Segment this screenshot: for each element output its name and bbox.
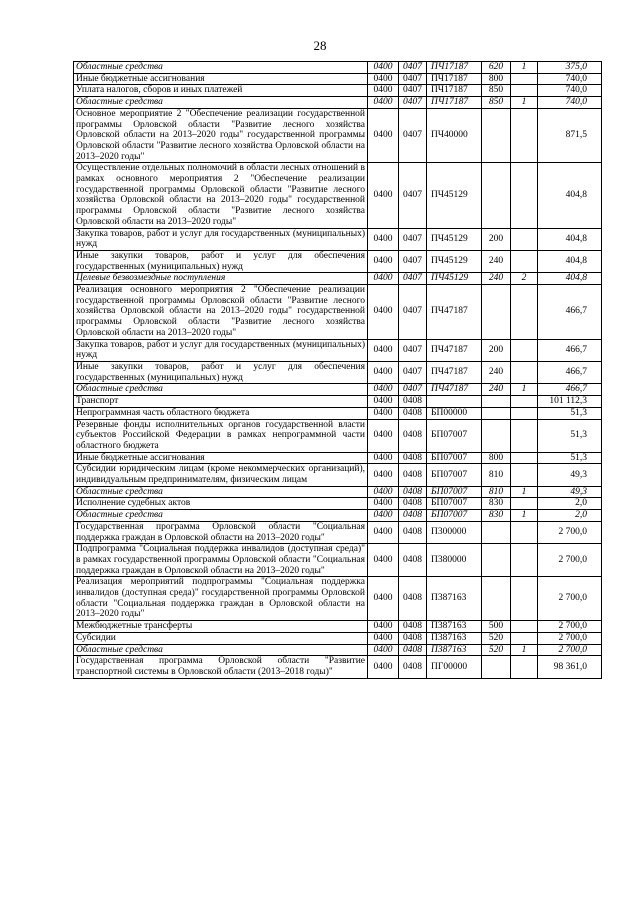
row-name: Иные бюджетные ассигнования <box>74 73 368 85</box>
row-target-code: БП07007 <box>427 486 482 498</box>
row-expense-type: 500 <box>482 621 511 633</box>
row-name: Областные средства <box>74 62 368 74</box>
row-funding-source <box>511 396 538 408</box>
row-section-code: 0400 <box>368 62 399 74</box>
row-target-code: БП07007 <box>427 419 482 452</box>
table-row <box>74 644 602 656</box>
row-amount: 2 700,0 <box>538 644 602 656</box>
row-amount: 2 700,0 <box>538 577 602 621</box>
row-expense-type <box>482 407 511 419</box>
row-name: Транспорт <box>74 396 368 408</box>
row-subsection-code: 0408 <box>399 577 427 621</box>
row-target-code <box>427 396 482 408</box>
row-funding-source <box>511 85 538 97</box>
row-amount: 2,0 <box>538 510 602 522</box>
row-funding-source <box>511 339 538 361</box>
row-funding-source <box>511 656 538 678</box>
row-target-code: П380000 <box>427 544 482 577</box>
row-subsection-code: 0407 <box>399 163 427 228</box>
row-amount: 51,3 <box>538 407 602 419</box>
row-target-code: ПЧ40000 <box>427 108 482 163</box>
row-funding-source <box>511 544 538 577</box>
row-target-code: ПЧ47187 <box>427 384 482 396</box>
row-funding-source <box>511 419 538 452</box>
row-name: Основное мероприятие 2 "Обеспечение реализации государственной программы Орловской области "Развитие лесного хозяйства Орловской области на 2013–2020 годы" государственной программы Орловской области "Развитие лесного хозяйства Орловской области на 2013–2020 годы" <box>74 108 368 163</box>
row-target-code: ПЧ17187 <box>427 73 482 85</box>
row-expense-type <box>482 108 511 163</box>
row-name: Областные средства <box>74 486 368 498</box>
row-subsection-code: 0408 <box>399 419 427 452</box>
row-subsection-code: 0407 <box>399 73 427 85</box>
row-name: Закупка товаров, работ и услуг для государственных (муниципальных) нужд <box>74 339 368 361</box>
row-amount: 49,3 <box>538 486 602 498</box>
row-funding-source <box>511 361 538 383</box>
row-expense-type: 810 <box>482 486 511 498</box>
row-section-code: 0400 <box>368 632 399 644</box>
row-target-code: БП07007 <box>427 498 482 510</box>
row-name: Непрограммная часть областного бюджета <box>74 407 368 419</box>
row-amount: 466,7 <box>538 384 602 396</box>
row-name: Областные средства <box>74 97 368 109</box>
row-target-code: П387163 <box>427 577 482 621</box>
table-row <box>74 621 602 633</box>
row-amount: 466,7 <box>538 339 602 361</box>
row-name: Государственная программа Орловской области "Развитие транспортной системы в Орловской области (2013–2018 годы)" <box>74 656 368 678</box>
row-expense-type <box>482 521 511 543</box>
row-funding-source <box>511 632 538 644</box>
table-row <box>74 419 602 452</box>
row-section-code: 0400 <box>368 656 399 678</box>
row-expense-type: 800 <box>482 452 511 464</box>
row-subsection-code: 0407 <box>399 228 427 250</box>
row-subsection-code: 0408 <box>399 396 427 408</box>
row-amount: 51,3 <box>538 419 602 452</box>
row-expense-type: 200 <box>482 339 511 361</box>
row-section-code: 0400 <box>368 396 399 408</box>
row-amount: 101 112,3 <box>538 396 602 408</box>
row-funding-source <box>511 108 538 163</box>
table-row <box>74 73 602 85</box>
row-section-code: 0400 <box>368 339 399 361</box>
row-amount: 740,0 <box>538 85 602 97</box>
row-expense-type: 810 <box>482 464 511 486</box>
budget-table <box>73 61 602 679</box>
row-name: Областные средства <box>74 510 368 522</box>
table-row <box>74 486 602 498</box>
row-target-code: ПЧ17187 <box>427 62 482 74</box>
row-amount: 466,7 <box>538 285 602 340</box>
row-funding-source: 1 <box>511 62 538 74</box>
row-target-code: ПЧ45129 <box>427 250 482 272</box>
row-section-code: 0400 <box>368 85 399 97</box>
row-expense-type <box>482 396 511 408</box>
row-subsection-code: 0408 <box>399 644 427 656</box>
row-target-code: ПЧ17187 <box>427 97 482 109</box>
table-row <box>74 452 602 464</box>
row-section-code: 0400 <box>368 621 399 633</box>
row-amount: 51,3 <box>538 452 602 464</box>
row-amount: 2 700,0 <box>538 521 602 543</box>
row-subsection-code: 0408 <box>399 486 427 498</box>
table-row <box>74 273 602 285</box>
table-row <box>74 407 602 419</box>
table-row <box>74 632 602 644</box>
row-target-code: П300000 <box>427 521 482 543</box>
row-amount: 2 700,0 <box>538 621 602 633</box>
row-expense-type: 850 <box>482 85 511 97</box>
row-name: Иные бюджетные ассигнования <box>74 452 368 464</box>
row-expense-type <box>482 656 511 678</box>
row-subsection-code: 0407 <box>399 108 427 163</box>
row-funding-source <box>511 285 538 340</box>
row-section-code: 0400 <box>368 486 399 498</box>
table-row <box>74 285 602 340</box>
row-amount: 404,8 <box>538 228 602 250</box>
row-subsection-code: 0408 <box>399 656 427 678</box>
row-name: Межбюджетные трансферты <box>74 621 368 633</box>
row-amount: 2 700,0 <box>538 544 602 577</box>
row-target-code: П387163 <box>427 621 482 633</box>
row-amount: 98 361,0 <box>538 656 602 678</box>
row-target-code: ПЧ45129 <box>427 228 482 250</box>
row-target-code: ПГ00000 <box>427 656 482 678</box>
row-section-code: 0400 <box>368 644 399 656</box>
row-section-code: 0400 <box>368 163 399 228</box>
row-amount: 49,3 <box>538 464 602 486</box>
row-funding-source <box>511 73 538 85</box>
row-subsection-code: 0407 <box>399 285 427 340</box>
row-section-code: 0400 <box>368 285 399 340</box>
row-funding-source: 1 <box>511 486 538 498</box>
row-funding-source <box>511 621 538 633</box>
row-target-code: ПЧ17187 <box>427 85 482 97</box>
row-section-code: 0400 <box>368 73 399 85</box>
row-section-code: 0400 <box>368 273 399 285</box>
row-amount: 2,0 <box>538 498 602 510</box>
table-row <box>74 228 602 250</box>
row-section-code: 0400 <box>368 361 399 383</box>
row-name: Закупка товаров, работ и услуг для государственных (муниципальных) нужд <box>74 228 368 250</box>
row-expense-type: 800 <box>482 73 511 85</box>
row-name: Осуществление отдельных полномочий в области лесных отношений в рамках основного мероприятия 2 "Обеспечение реализации государственной программы Орловской области "Развитие лесного хозяйства Орловской области на 2013–2020 годы" государственной программы Орловской области "Развитие лесного хозяйства Орловской области на 2013–2020 годы" <box>74 163 368 228</box>
row-subsection-code: 0408 <box>399 521 427 543</box>
row-subsection-code: 0407 <box>399 273 427 285</box>
row-funding-source <box>511 464 538 486</box>
table-row <box>74 85 602 97</box>
table-row <box>74 464 602 486</box>
row-amount: 871,5 <box>538 108 602 163</box>
row-expense-type: 240 <box>482 384 511 396</box>
row-name: Государственная программа Орловской области "Социальная поддержка граждан в Орловской области на 2013–2020 годы" <box>74 521 368 543</box>
row-name: Реализация основного мероприятия 2 "Обеспечение реализации государственной программы Орловской области "Развитие лесного хозяйства Орловской области на 2013–2020 годы" государственной программы Орловской области "Развитие лесного хозяйства Орловской области на 2013–2020 годы" <box>74 285 368 340</box>
row-target-code: БП07007 <box>427 464 482 486</box>
row-name: Областные средства <box>74 644 368 656</box>
row-expense-type <box>482 577 511 621</box>
row-subsection-code: 0407 <box>399 62 427 74</box>
row-subsection-code: 0408 <box>399 632 427 644</box>
table-row <box>74 544 602 577</box>
row-name: Уплата налогов, сборов и иных платежей <box>74 85 368 97</box>
row-name: Областные средства <box>74 384 368 396</box>
row-target-code: ПЧ47187 <box>427 339 482 361</box>
row-expense-type: 520 <box>482 644 511 656</box>
table-row <box>74 97 602 109</box>
row-amount: 2 700,0 <box>538 632 602 644</box>
row-target-code: БП07007 <box>427 452 482 464</box>
row-expense-type: 200 <box>482 228 511 250</box>
table-row <box>74 384 602 396</box>
row-name: Целевые безвозмездные поступления <box>74 273 368 285</box>
row-target-code: БП07007 <box>427 510 482 522</box>
row-subsection-code: 0407 <box>399 361 427 383</box>
row-subsection-code: 0407 <box>399 97 427 109</box>
row-name: Иные закупки товаров, работ и услуг для обеспечения государственных (муниципальных) нужд <box>74 361 368 383</box>
row-subsection-code: 0407 <box>399 339 427 361</box>
table-row <box>74 396 602 408</box>
row-subsection-code: 0408 <box>399 621 427 633</box>
row-target-code: ПЧ47187 <box>427 285 482 340</box>
row-expense-type: 520 <box>482 632 511 644</box>
row-funding-source <box>511 228 538 250</box>
row-expense-type <box>482 419 511 452</box>
row-section-code: 0400 <box>368 498 399 510</box>
table-row <box>74 521 602 543</box>
table-row <box>74 656 602 678</box>
row-subsection-code: 0408 <box>399 498 427 510</box>
table-row <box>74 361 602 383</box>
row-section-code: 0400 <box>368 97 399 109</box>
table-row <box>74 498 602 510</box>
row-subsection-code: 0407 <box>399 85 427 97</box>
table-row <box>74 108 602 163</box>
row-section-code: 0400 <box>368 544 399 577</box>
table-row <box>74 163 602 228</box>
row-target-code: П387163 <box>427 632 482 644</box>
row-expense-type <box>482 163 511 228</box>
row-expense-type: 240 <box>482 250 511 272</box>
row-section-code: 0400 <box>368 407 399 419</box>
row-section-code: 0400 <box>368 228 399 250</box>
row-funding-source <box>511 577 538 621</box>
row-name: Подпрограмма "Социальная поддержка инвалидов (доступная среда)" в рамках государственной программы Орловской области "Социальная поддержка граждан в Орловской области на 2013–2020 годы" <box>74 544 368 577</box>
row-funding-source <box>511 163 538 228</box>
row-subsection-code: 0408 <box>399 544 427 577</box>
row-funding-source <box>511 407 538 419</box>
row-expense-type <box>482 544 511 577</box>
row-section-code: 0400 <box>368 577 399 621</box>
row-subsection-code: 0408 <box>399 464 427 486</box>
row-expense-type: 240 <box>482 361 511 383</box>
row-name: Исполнение судебных актов <box>74 498 368 510</box>
table-row <box>74 510 602 522</box>
row-amount: 404,8 <box>538 250 602 272</box>
row-funding-source <box>511 521 538 543</box>
row-target-code: ПЧ45129 <box>427 163 482 228</box>
table-row <box>74 250 602 272</box>
row-section-code: 0400 <box>368 464 399 486</box>
table-row <box>74 339 602 361</box>
row-subsection-code: 0408 <box>399 452 427 464</box>
row-amount: 740,0 <box>538 73 602 85</box>
row-name: Субсидии юридическим лицам (кроме некоммерческих организаций), индивидуальным предпринимателям, физическим лицам <box>74 464 368 486</box>
row-target-code: БП00000 <box>427 407 482 419</box>
row-funding-source <box>511 250 538 272</box>
row-expense-type: 240 <box>482 273 511 285</box>
row-name: Иные закупки товаров, работ и услуг для обеспечения государственных (муниципальных) нужд <box>74 250 368 272</box>
row-section-code: 0400 <box>368 384 399 396</box>
row-expense-type: 620 <box>482 62 511 74</box>
row-subsection-code: 0407 <box>399 384 427 396</box>
budget-table-body <box>74 62 602 679</box>
row-expense-type: 830 <box>482 510 511 522</box>
row-section-code: 0400 <box>368 250 399 272</box>
row-amount: 466,7 <box>538 361 602 383</box>
row-name: Реализация мероприятий подпрограммы "Социальная поддержка инвалидов (доступная среда)" государственной программы Орловской области "Социальная поддержка граждан в Орловской области на 2013–2020 годы" <box>74 577 368 621</box>
row-section-code: 0400 <box>368 108 399 163</box>
row-target-code: ПЧ47187 <box>427 361 482 383</box>
row-target-code: ПЧ45129 <box>427 273 482 285</box>
row-subsection-code: 0408 <box>399 407 427 419</box>
row-amount: 375,0 <box>538 62 602 74</box>
row-target-code: П387163 <box>427 644 482 656</box>
row-funding-source: 2 <box>511 273 538 285</box>
row-subsection-code: 0408 <box>399 510 427 522</box>
table-row <box>74 62 602 74</box>
row-name: Субсидии <box>74 632 368 644</box>
row-section-code: 0400 <box>368 452 399 464</box>
row-section-code: 0400 <box>368 419 399 452</box>
row-amount: 404,8 <box>538 163 602 228</box>
row-funding-source: 1 <box>511 510 538 522</box>
row-funding-source: 1 <box>511 97 538 109</box>
row-section-code: 0400 <box>368 510 399 522</box>
row-section-code: 0400 <box>368 521 399 543</box>
row-funding-source <box>511 498 538 510</box>
row-amount: 404,8 <box>538 273 602 285</box>
row-amount: 740,0 <box>538 97 602 109</box>
row-expense-type <box>482 285 511 340</box>
row-expense-type: 830 <box>482 498 511 510</box>
page-number: 28 <box>313 38 327 53</box>
table-row <box>74 577 602 621</box>
row-funding-source: 1 <box>511 384 538 396</box>
row-subsection-code: 0407 <box>399 250 427 272</box>
row-funding-source <box>511 452 538 464</box>
row-expense-type: 850 <box>482 97 511 109</box>
row-name: Резервные фонды исполнительных органов государственной власти субъектов Российской Федерации в рамках непрограммной части областного бюджета <box>74 419 368 452</box>
row-funding-source: 1 <box>511 644 538 656</box>
